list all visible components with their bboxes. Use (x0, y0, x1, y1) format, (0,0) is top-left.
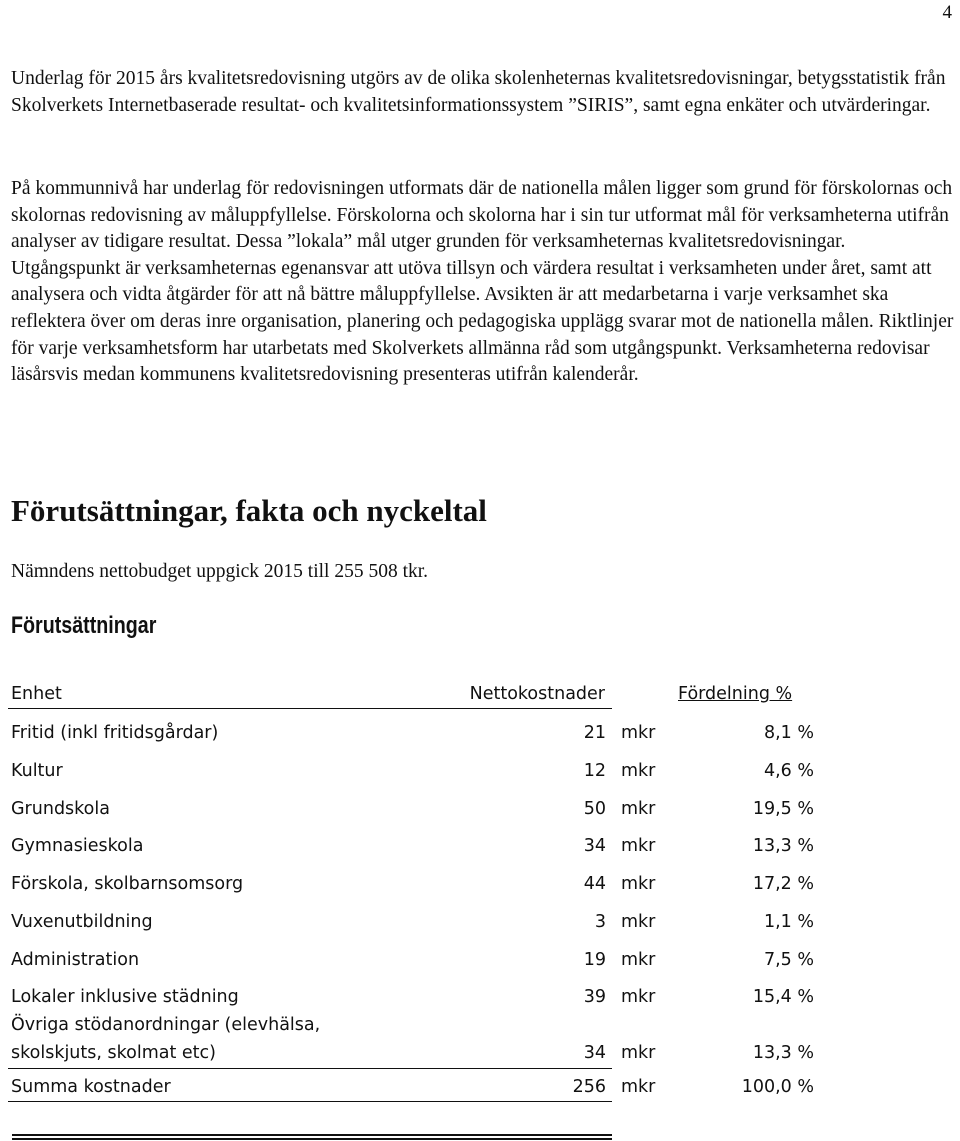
row-share: 15,4 % (752, 987, 814, 1007)
row-currency: mkr (621, 723, 656, 743)
row-currency: mkr (621, 874, 656, 894)
row-amount: 39 (583, 987, 606, 1007)
row-share: 17,2 % (752, 874, 814, 894)
row-unit: Förskola, skolbarnsomsorg (11, 874, 244, 894)
total-amount: 256 (572, 1077, 606, 1097)
row-currency: mkr (621, 836, 656, 856)
row-currency: mkr (621, 950, 656, 970)
subsection-title: Förutsättningar (11, 612, 157, 639)
total-currency: mkr (621, 1077, 656, 1097)
method-paragraph: På kommunnivå har underlag för redovisningen utformats där de nationella målen ligger som grund för förskolornas och skolornas redovisning av måluppfyllelse. Förskolorna och skolorna har i sin tur utformat mål för verksamheterna utifrån analyser av tidigare resultat. Dessa ”lokala” mål utger grunden för verksamheternas kvalitetsredovisningar. Utgångspunkt är verksamheternas egenansvar att utöva tillsyn och värdera resultat i verksamheten under året, samt att analysera och vidta åtgärder för att nå bättre måluppfyllelse. Avsikten är att medarbetarna i varje verksamhet ska reflektera över om deras inre organisation, planering och pedagogiska upplägg svarar mot de nationella målen. Riktlinjer för varje verksamhetsform har utarbetats med Skolverkets allmänna råd som utgångspunkt. Verksamheterna redovisar läsårsvis medan kommunens kvalitetsredovisning presenteras utifrån kalenderår. (11, 178, 954, 386)
intro-paragraph: Underlag för 2015 års kvalitetsredovisning utgörs av de olika skolenheternas kvalitetsredovisningar, betygsstatistik från Skolverkets Internetbaserade resultat- och kvalitetsinformationssystem ”SIRIS”, samt egna enkäter och utvärderingar. (11, 68, 946, 116)
double-rule-top (12, 1134, 612, 1136)
row-amount: 12 (583, 761, 606, 781)
row-unit: Lokaler inklusive städning (11, 987, 239, 1007)
header-unit: Enhet (11, 684, 62, 704)
row-unit: Vuxenutbildning (11, 912, 153, 932)
row-unit: Kultur (11, 761, 63, 781)
section-title: Förutsättningar, fakta och nyckeltal (11, 493, 487, 528)
row-unit-continued: skolskjuts, skolmat etc) (11, 1043, 216, 1063)
row-amount: 34 (583, 836, 606, 856)
row-currency: mkr (621, 912, 656, 932)
row-amount: 19 (583, 950, 606, 970)
row-unit: Gymnasieskola (11, 836, 144, 856)
total-bottom-rule (8, 1101, 612, 1102)
row-amount: 50 (583, 799, 606, 819)
row-amount: 3 (594, 912, 606, 932)
row-share: 19,5 % (752, 799, 814, 819)
row-currency: mkr (621, 761, 656, 781)
row-amount: 21 (583, 723, 606, 743)
total-share: 100,0 % (741, 1077, 814, 1097)
row-share: 13,3 % (752, 836, 814, 856)
row-unit: Grundskola (11, 799, 110, 819)
row-amount: 44 (583, 874, 606, 894)
header-distribution: Fördelning % (678, 684, 793, 704)
row-share: 4,6 % (763, 761, 814, 781)
header-net-cost: Nettokostnader (469, 684, 605, 704)
budget-sentence: Nämndens nettobudget uppgick 2015 till 255 508 tkr. (11, 561, 429, 582)
row-amount: 34 (583, 1043, 606, 1063)
row-unit: Fritid (inkl fritidsgårdar) (11, 723, 219, 743)
page-number: 4 (942, 2, 952, 23)
row-share: 8,1 % (763, 723, 814, 743)
row-unit: Administration (11, 950, 140, 970)
row-share: 13,3 % (752, 1043, 814, 1063)
total-unit: Summa kostnader (11, 1077, 171, 1097)
row-currency: mkr (621, 799, 656, 819)
row-currency: mkr (621, 1043, 656, 1063)
row-currency: mkr (621, 987, 656, 1007)
double-rule-bottom (12, 1138, 612, 1140)
row-share: 7,5 % (763, 950, 814, 970)
header-rule (8, 708, 612, 709)
total-rule (8, 1068, 612, 1069)
row-unit: Övriga stödanordningar (elevhälsa, (11, 1015, 321, 1035)
row-share: 1,1 % (763, 912, 814, 932)
